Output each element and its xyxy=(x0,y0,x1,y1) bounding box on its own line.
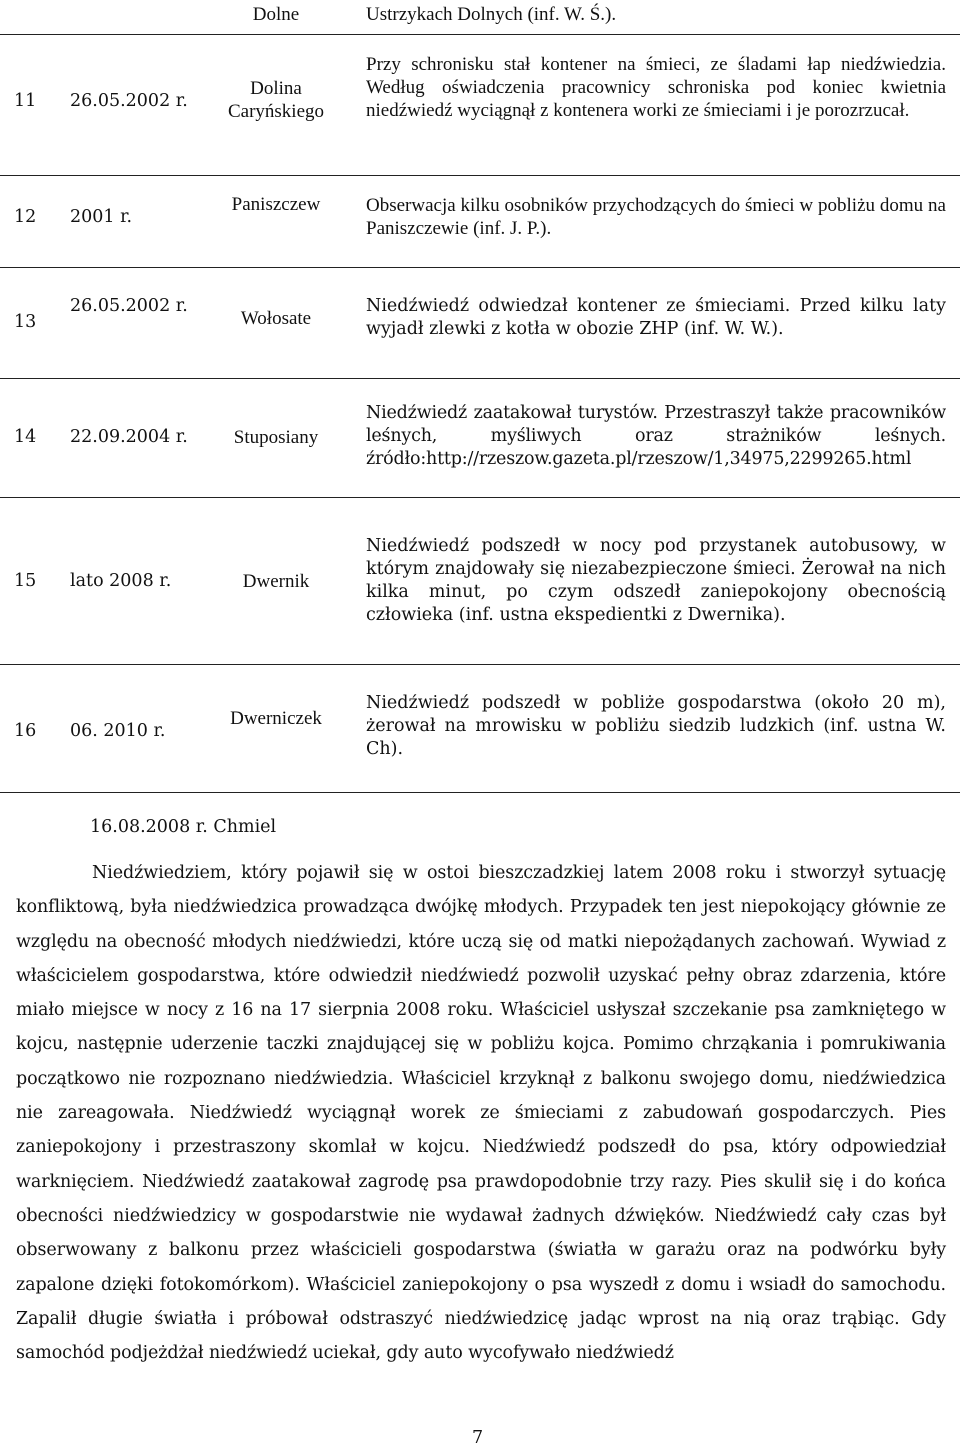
row-number: 11 xyxy=(14,91,37,111)
place-line: Dolina xyxy=(250,78,302,99)
table-row xyxy=(0,379,960,498)
place-cell: Dwerniczek xyxy=(230,708,322,729)
table-row xyxy=(0,35,960,176)
place-cell: Stuposiany xyxy=(233,427,319,448)
section-title: 16.08.2008 r. Chmiel xyxy=(90,817,277,837)
table-row xyxy=(0,0,960,35)
place-cell xyxy=(206,77,346,123)
row-number: 15 xyxy=(14,571,37,591)
date-cell: 22.09.2004 r. xyxy=(70,427,188,447)
page-number: 7 xyxy=(472,1428,484,1448)
date-cell: 2001 r. xyxy=(70,207,133,227)
place-cell: Wołosate xyxy=(240,308,312,329)
place-cell: Dwernik xyxy=(242,571,310,592)
date-cell: 06. 2010 r. xyxy=(70,721,166,741)
table-row xyxy=(0,498,960,665)
description-cell: Niedźwiedź zaatakował turystów. Przestraszył także pracowników leśnych, myśliwych oraz strażników leśnych. źródło:http://rzeszow.gazeta.pl/rzeszow/1,34975,2299265.html xyxy=(366,403,946,469)
date-cell: 26.05.2002 r. xyxy=(70,91,188,111)
description-cell: Niedźwiedź podszedł w nocy pod przystanek autobusowy, w którym znajdowały się niezabezpieczone śmieci. Żerował na nich kilka minut, po czym odszedł zaniepokojony obecnością człowieka (inf. ustna ekspedientki z Dwernika). xyxy=(366,536,946,625)
row-number: 16 xyxy=(14,721,37,741)
description-cell: Niedźwiedź podszedł w pobliże gospodarstwa (około 20 m), żerował na mrowisku w pobliżu siedzib ludzkich (inf. ustna W. Ch). xyxy=(366,693,946,759)
place-cell: Dolne xyxy=(252,4,300,25)
description-cell: Przy schronisku stał kontener na śmieci, ze śladami łap niedźwiedzia. Według oświadczenia pracownicy schroniska pod koniec kwietnia niedźwiedź wyciągnął z kontenera worki ze śmieciami i je porozrzucał. xyxy=(366,54,946,121)
description-cell: Niedźwiedź odwiedzał kontener ze śmieciami. Przed kilku laty wyjadł zlewki z kotła w obozie ZHP (inf. W. W.). xyxy=(366,296,946,339)
table-row xyxy=(0,268,960,379)
place-line: Caryńskiego xyxy=(227,101,325,122)
date-cell: lato 2008 r. xyxy=(70,571,172,591)
row-number: 13 xyxy=(14,312,37,332)
row-number: 12 xyxy=(14,207,37,227)
place-cell: Paniszczew xyxy=(231,194,321,215)
table-row xyxy=(0,665,960,793)
date-cell: 26.05.2002 r. xyxy=(70,296,188,316)
body-paragraph: Niedźwiedziem, który pojawił się w ostoi bieszczadzkiej latem 2008 roku i stworzył sytuację konfliktową, była niedźwiedzica prowadząca dwójkę młodych. Przypadek ten jest niepokojący głównie ze względu na obecność młodych niedźwiedzi, które uczą się od matki niepożądanych zachowań. Wywiad z właścicielem gospodarstwa, które odwiedził niedźwiedź pozwolił uzyskać pełny obraz zdarzenia, które miało miejsce w nocy z 16 na 17 sierpnia 2008 roku. Właściciel usłyszał szczekanie psa zamkniętego w kojcu, następnie uderzenie taczki znajdującej się w pobliżu kojca. Pomimo chrząkania i pomrukiwania początkowo nie rozpoznano niedźwiedzia. Właściciel krzyknął z balkonu swojego domu, niedźwiedzica nie zareagowała. Niedźwiedź wyciągnął worek ze śmieciami z zabudowań gospodarczych. Pies zaniepokojony i przestraszony skomlał w kojcu. Niedźwiedź podszedł do psa, który odpowiedział warknięciem. Niedźwiedź zaatakował zagrodę psa prawdopodobnie trzy razy. Pies skulił się i do końca obecności niedźwiedzicy w gospodarstwie nie wydawał żadnych dźwięków. Niedźwiedź cały czas był obserwowany z balkonu przez właścicieli gospodarstwa (światła w garażu oraz na podwórku były zapalone dzięki fotokomórkom). Właściciel zaniepokojony o psa wyszedł z domu i wsiadł do samochodu. Zapalił długie światła i próbował odstraszyć niedźwiedzicę jadąc wprost na nią oraz trąbiąc. Gdy samochód podjeżdżał niedźwiedź uciekał, gdy auto wycofywało niedźwiedź xyxy=(16,863,946,1364)
row-number: 14 xyxy=(14,427,37,447)
table-row xyxy=(0,176,960,268)
description-cell: Obserwacja kilku osobników przychodzących do śmieci w pobliżu domu na Paniszczewie (inf. J. P.). xyxy=(366,195,946,239)
description-cell: Ustrzykach Dolnych (inf. W. Ś.). xyxy=(366,4,617,25)
